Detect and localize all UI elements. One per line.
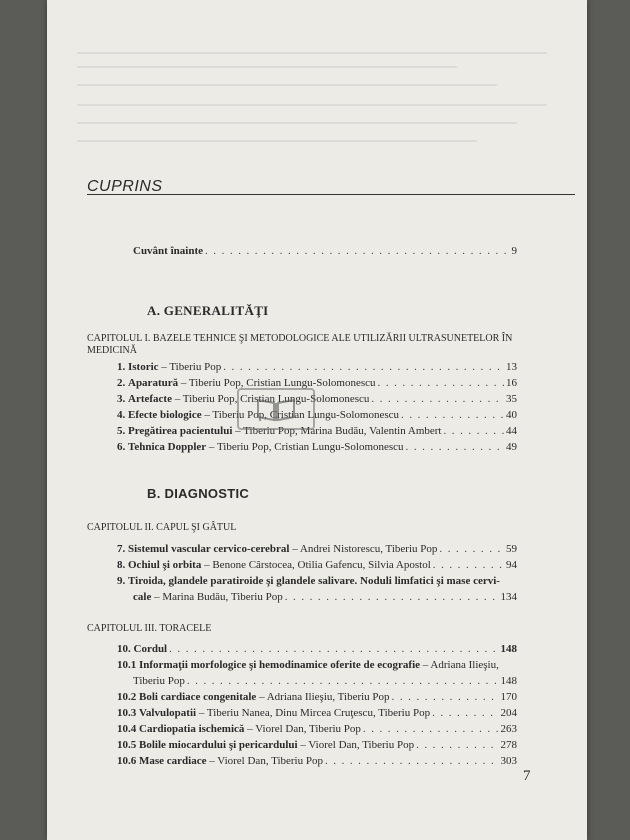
entry-title: Tehnica Doppler xyxy=(128,441,207,453)
entry-title: Valvulopatii xyxy=(139,707,197,719)
entry-authors: – Adriana Ilieşiu, xyxy=(420,659,499,671)
leader-dots xyxy=(432,707,498,719)
entry-title: Cardiopatia ischemică xyxy=(139,723,245,735)
entry-title: Artefacte xyxy=(128,393,172,405)
page-ref: 303 xyxy=(500,755,517,767)
entry-authors: – Tiberiu Pop, Cristian Lungu-Solomonescu xyxy=(201,409,400,421)
page-ref: 204 xyxy=(500,707,517,719)
leader-dots xyxy=(187,675,499,687)
entry-authors: – Andrei Nistorescu, Tiberiu Pop xyxy=(289,543,438,555)
leader-dots xyxy=(371,393,504,405)
leader-dots xyxy=(325,755,499,767)
page-ref: 9 xyxy=(511,245,517,257)
toc-row[interactable]: 4. Efecte biologice – Tiberiu Pop, Cristian Lungu-Solomonescu . . . 40 xyxy=(117,409,517,421)
bleed-through-line xyxy=(77,140,477,142)
leader-dots xyxy=(444,425,505,437)
page-ref: 59 xyxy=(506,543,517,555)
toc-row[interactable]: 10.2 Boli cardiace congenitale – Adriana Ilieşiu, Tiberiu Pop . . . 170 xyxy=(117,691,517,703)
entry-authors: – Viorel Dan, Tiberiu Pop xyxy=(206,755,323,767)
bleed-through-line xyxy=(77,104,547,106)
toc-row[interactable]: 5. Pregătirea pacientului – Tiberiu Pop, Marina Budău, Valentin Ambert . . . 44 xyxy=(117,425,517,437)
entry-authors: – Benone Cârstocea, Otilia Gafencu, Silvia Apostol xyxy=(201,559,431,571)
page-ref: 40 xyxy=(506,409,517,421)
entry-authors: – Tiberiu Pop, Cristian Lungu-Solomonescu xyxy=(206,441,404,453)
chapter-3-heading xyxy=(87,623,211,635)
chapter-2-heading xyxy=(87,522,236,534)
page-ref: 263 xyxy=(500,723,517,735)
entry-title: Pregătirea pacientului xyxy=(128,425,233,437)
entry-authors: – Tiberiu Pop, Marina Budău, Valentin Ambert xyxy=(232,425,442,437)
leader-dots xyxy=(439,543,504,555)
page-ref: 16 xyxy=(506,377,517,389)
book-stamp-icon xyxy=(237,388,315,430)
leader-dots xyxy=(363,723,499,735)
page-ref: 278 xyxy=(500,739,517,751)
leader-dots xyxy=(392,691,499,703)
toc-row[interactable]: 10.6 Mase cardiace – Viorel Dan, Tiberiu Pop . . . 303 xyxy=(117,755,517,767)
leader-dots xyxy=(433,559,504,571)
section-a-title: A. GENERALITĂŢI xyxy=(147,303,269,318)
leader-dots xyxy=(378,377,504,389)
bleed-through-line xyxy=(77,52,547,54)
toc-row[interactable]: 1. Istoric – Tiberiu Pop . . . 13 xyxy=(117,361,517,373)
toc-row[interactable]: 8. Ochiul şi orbita – Benone Cârstocea, Otilia Gafencu, Silvia Apostol . . . 94 xyxy=(117,559,517,571)
chapter-title: TORACELE xyxy=(159,623,212,634)
entry-authors: – Tiberiu Pop xyxy=(158,361,222,373)
contents-heading: CUPRINS xyxy=(87,178,163,195)
toc-row-continuation[interactable] xyxy=(133,591,517,603)
entry-title: Bolile miocardului şi pericardului xyxy=(139,739,298,751)
entry-authors: – Marina Budău, Tiberiu Pop xyxy=(151,591,283,603)
page-ref: 94 xyxy=(506,559,517,571)
leader-dots xyxy=(401,409,504,421)
chapter-label: CAPITOLUL I. xyxy=(87,333,151,344)
page-ref: 49 xyxy=(506,441,517,453)
toc-row-first-line[interactable]: 9. Tiroida, glandele paratiroide şi glandele salivare. Noduli limfatici şi mase cervi- xyxy=(117,575,500,587)
book-page xyxy=(47,0,587,840)
toc-row[interactable]: 3. Artefacte – Tiberiu Pop, Cristian Lungu-Solomonescu . . . 35 xyxy=(117,393,517,405)
toc-row[interactable]: 6. Tehnica Doppler – Tiberiu Pop, Cristian Lungu-Solomonescu . . . 49 xyxy=(117,441,517,453)
page-ref: 13 xyxy=(506,361,517,373)
page-ref: 35 xyxy=(506,393,517,405)
chapter-label: CAPITOLUL II. xyxy=(87,522,154,533)
toc-row-continuation[interactable] xyxy=(133,675,517,687)
page-number: 7 xyxy=(523,768,531,784)
toc-row-foreword[interactable] xyxy=(133,245,517,257)
toc-row[interactable]: 7. Sistemul vascular cervico-cerebral – Andrei Nistorescu, Tiberiu Pop . . . 59 xyxy=(117,543,517,555)
entry-authors: – Tiberiu Nanea, Dinu Mircea Cruţescu, Tiberiu Pop xyxy=(196,707,431,719)
entry-title: Boli cardiace congenitale xyxy=(139,691,257,703)
entry-authors: Tiberiu Pop xyxy=(133,675,185,687)
entry-title: Informaţii morfologice şi hemodinamice oferite de ecografie xyxy=(139,659,421,671)
heading-rule xyxy=(87,194,575,195)
bleed-through-line xyxy=(77,66,457,68)
leader-dots xyxy=(223,361,504,373)
entry-title: Mase cardiace xyxy=(139,755,207,767)
page-ref: 148 xyxy=(500,675,517,687)
leader-dots xyxy=(169,643,498,655)
toc-row-first-line[interactable]: 10.1 Informaţii morfologice şi hemodinamice oferite de ecografie – Adriana Ilieşiu, xyxy=(117,659,499,671)
entry-authors: – Tiberiu Pop, Cristian Lungu-Solomonescu xyxy=(178,377,376,389)
chapter-label: CAPITOLUL III. xyxy=(87,623,157,634)
entry-title: Istoric xyxy=(128,361,159,373)
chapter-1-heading xyxy=(87,333,527,357)
section-b-title: B. DIAGNOSTIC xyxy=(147,486,250,501)
foreword-label: Cuvânt înainte xyxy=(133,245,203,257)
page-ref: 170 xyxy=(500,691,517,703)
page-ref: 148 xyxy=(500,643,517,655)
page-ref: 44 xyxy=(506,425,517,437)
leader-dots xyxy=(406,441,504,453)
chapter-title: CAPUL ŞI GÂTUL xyxy=(156,522,237,533)
leader-dots xyxy=(416,739,498,751)
bleed-through-line xyxy=(77,84,497,86)
entry-title: Aparatură xyxy=(128,377,179,389)
toc-row[interactable]: 10.5 Bolile miocardului şi pericardului – Viorel Dan, Tiberiu Pop . . . 278 xyxy=(117,739,517,751)
page-ref: 134 xyxy=(500,591,517,603)
leader-dots xyxy=(285,591,499,603)
entry-authors: – Viorel Dan, Tiberiu Pop xyxy=(297,739,415,751)
chapter-title: BAZELE TEHNICE ŞI METODOLOGICE ALE UTILIZĂRII ULTRASUNETELOR ÎN MEDICINĂ xyxy=(87,333,513,356)
toc-row[interactable]: 10.3 Valvulopatii – Tiberiu Nanea, Dinu Mircea Cruţescu, Tiberiu Pop . . . 204 xyxy=(117,707,517,719)
toc-row[interactable]: 10. Cordul . . . 148 xyxy=(117,643,517,655)
bleed-through-line xyxy=(77,122,517,124)
toc-row[interactable]: 10.4 Cardiopatia ischemică – Viorel Dan, Tiberiu Pop . . . 263 xyxy=(117,723,517,735)
entry-title: Sistemul vascular cervico-cerebral xyxy=(128,543,290,555)
toc-row[interactable]: 2. Aparatură – Tiberiu Pop, Cristian Lungu-Solomonescu . . . 16 xyxy=(117,377,517,389)
entry-title: Cordul xyxy=(133,643,168,655)
entry-title: cale xyxy=(133,591,152,603)
leader-dots xyxy=(205,245,510,257)
entry-title: Tiroida, glandele paratiroide şi glandele salivare. Noduli limfatici şi mase cervi- xyxy=(128,575,500,587)
entry-title: Efecte biologice xyxy=(128,409,202,421)
entry-authors: – Viorel Dan, Tiberiu Pop xyxy=(244,723,361,735)
entry-authors: – Tiberiu Pop, Cristian Lungu-Solomonescu xyxy=(171,393,370,405)
entry-authors: – Adriana Ilieşiu, Tiberiu Pop xyxy=(256,691,390,703)
entry-title: Ochiul şi orbita xyxy=(128,559,202,571)
